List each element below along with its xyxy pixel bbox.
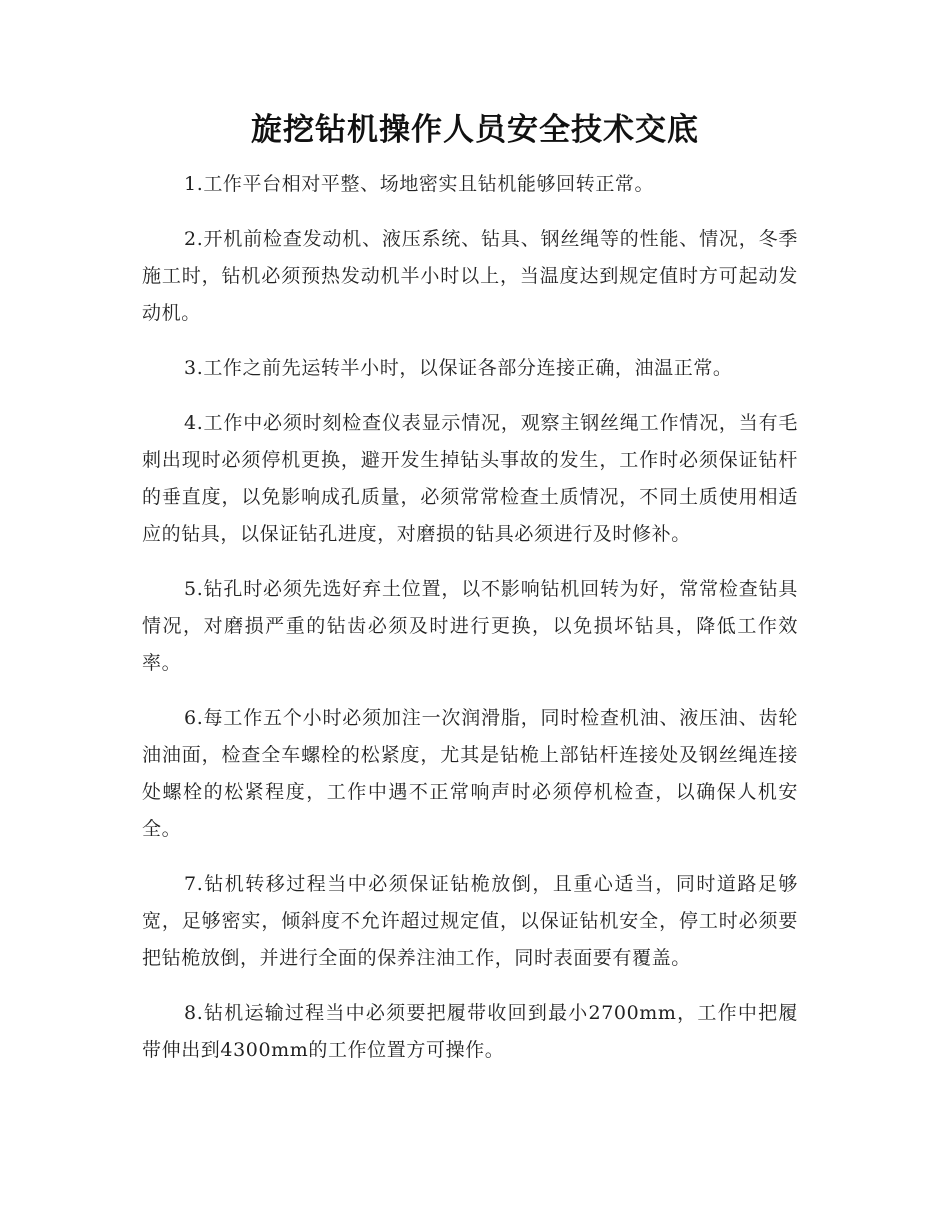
paragraph-6: 6.每工作五个小时必须加注一次润滑脂，同时检查机油、液压油、齿轮油油面，检查全车螺栓的松紧度，尤其是钻桅上部钻杆连接处及钢丝绳连接处螺栓的松紧程度，工作中遇不正常响声时必须停机检查，以确保人机安全。 <box>142 707 798 840</box>
paragraph-8: 8.钻机运输过程当中必须要把履带收回到最小2700mm，工作中把履带伸出到4300mm的工作位置方可操作。 <box>142 1002 798 1061</box>
paragraph-2: 2.开机前检查发动机、液压系统、钻具、钢丝绳等的性能、情况，冬季施工时，钻机必须预热发动机半小时以上，当温度达到规定值时方可起动发动机。 <box>142 228 798 324</box>
paragraph-5: 5.钻孔时必须先选好弃土位置，以不影响钻机回转为好，常常检查钻具情况，对磨损严重的钻齿必须及时进行更换，以免损坏钻具，降低工作效率。 <box>142 578 798 674</box>
paragraph-4: 4.工作中必须时刻检查仪表显示情况，观察主钢丝绳工作情况，当有毛刺出现时必须停机更换，避开发生掉钻头事故的发生，工作时必须保证钻杆的垂直度，以免影响成孔质量，必须常常检查土质情况，不同土质使用相适应的钻具，以保证钻孔进度，对磨损的钻具必须进行及时修补。 <box>142 412 798 545</box>
paragraph-1: 1.工作平台相对平整、场地密实且钻机能够回转正常。 <box>184 173 655 195</box>
document-body <box>142 166 798 1087</box>
paragraph-7: 7.钻机转移过程当中必须保证钻桅放倒，且重心适当，同时道路足够宽，足够密实，倾斜度不允许超过规定值，以保证钻机安全，停工时必须要把钻桅放倒，并进行全面的保养注油工作，同时表面要有覆盖。 <box>142 873 798 969</box>
document-title: 旋挖钻机操作人员安全技术交底 <box>251 112 699 148</box>
paragraph-3: 3.工作之前先运转半小时，以保证各部分连接正确，油温正常。 <box>184 357 733 379</box>
